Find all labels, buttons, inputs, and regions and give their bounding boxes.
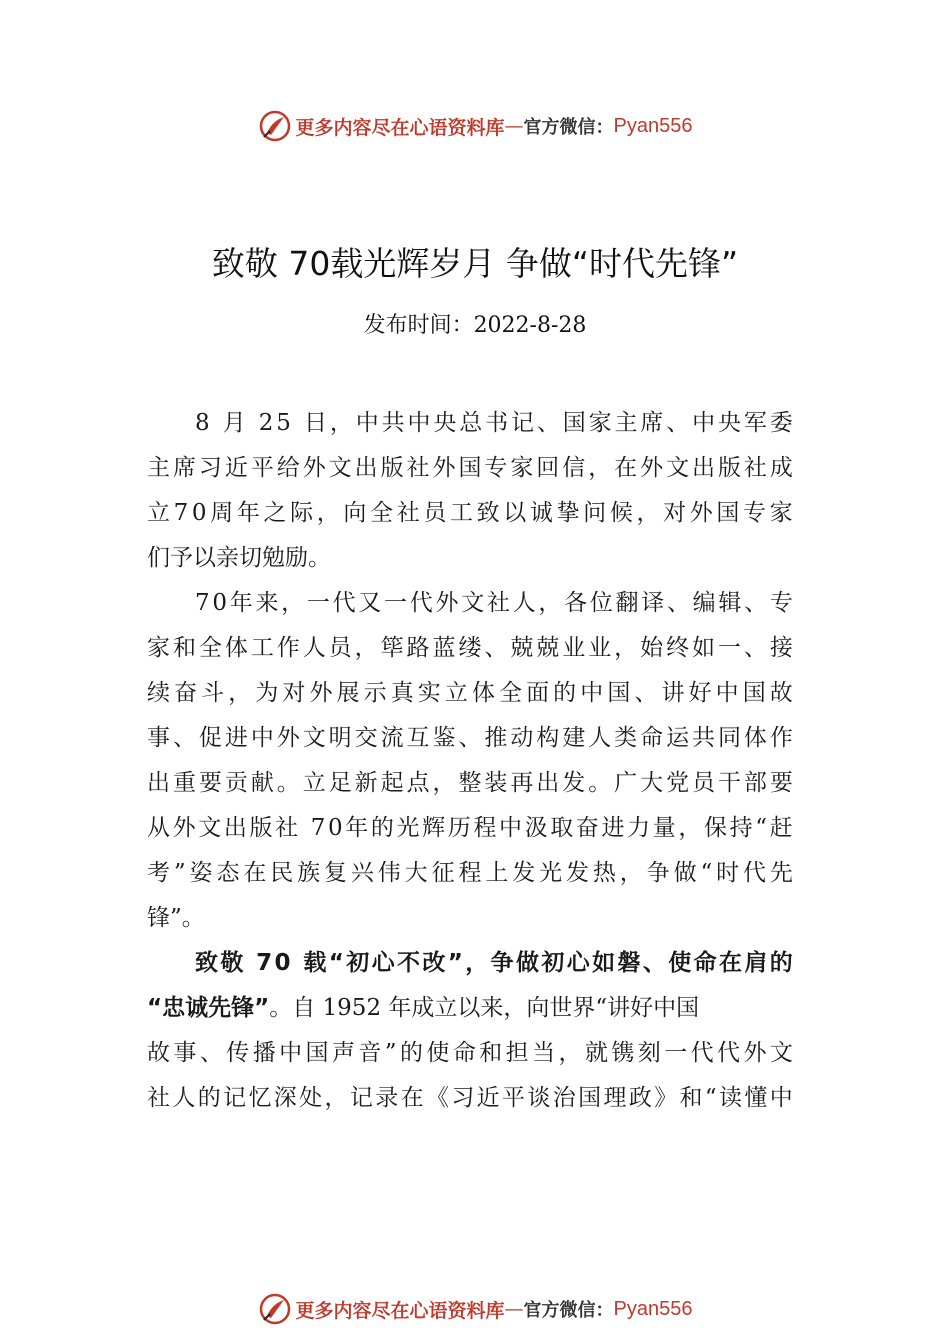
text-line: 续 奋 斗 ， 为 对 外 展 示 真 实 立 体 全 面 的 中 国 、 讲 好 中 国 故 [147, 680, 793, 706]
text-line: 们予以亲切勉励。 [147, 545, 331, 571]
banner-dash: — [504, 115, 524, 137]
article-body [147, 401, 793, 1121]
text-line: 锋”。 [147, 905, 205, 931]
footer-banner [0, 1289, 950, 1329]
text-line: 立 7 0 周 年 之 际 ， 向 全 社 员 工 致 以 诚 挚 问 候 ， 对 外 国 专 家 [147, 500, 793, 526]
header-banner [0, 106, 950, 146]
text-line: 考 ” 姿 态 在 民 族 复 兴 伟 大 征 程 上 发 光 发 热 ， 争 做 “ 时 代 先 [147, 860, 793, 886]
publish-date [0, 308, 950, 344]
banner-main-text: 更多内容尽在心语资料库 [295, 116, 505, 139]
banner-wechat-label: 官方微信： [523, 1300, 614, 1321]
text-line: 8 月 2 5 日 ， 中 共 中 央 总 书 记 、 国 家 主 席 、 中 央 军 委 [195, 410, 793, 436]
text-line: 故 事 、 传 播 中 国 声 音 ” 的 使 命 和 担 当 ， 就 镌 刻 一 代 代 外 文 [147, 1040, 793, 1066]
banner-wechat-label: 官方微信： [523, 117, 614, 138]
text-line: “忠诚先锋” 。自 1952 年成立以来，向世界“讲好中国 [147, 986, 793, 1031]
article-title: 致敬 70载光辉岁月 争做“时代先锋” [211, 244, 739, 283]
banner-main-text: 更多内容尽在心语资料库 [295, 1299, 505, 1322]
brush-logo-icon [258, 1292, 292, 1326]
banner-wechat-id: Pyan556 [613, 114, 693, 137]
text-line: 从 外 文 出 版 社 7 0 年 的 光 辉 历 程 中 汲 取 奋 进 力 量 ， 保 持 “ 赶 [147, 815, 793, 841]
text-line: 出 重 要 贡 献 。 立 足 新 起 点 ， 整 装 再 出 发 。 广 大 党 员 干 部 要 [147, 770, 793, 796]
text-line: 家 和 全 体 工 作 人 员 ， 筚 路 蓝 缕 、 兢 兢 业 业 ， 始 终 如 一 、 接 [147, 635, 793, 661]
text-line: 致 敬 7 0 载 “ 初 心 不 改 ” ， 争 做 初 心 如 磐 、 使 命 在 肩 的 [195, 950, 793, 976]
publish-date-text: 发布时间：2022-8-28 [363, 313, 587, 338]
brush-logo-icon [258, 109, 292, 143]
text-line: 主 席 习 近 平 给 外 文 出 版 社 外 国 专 家 回 信 ， 在 外 文 出 版 社 成 [147, 455, 793, 481]
text-line: 事 、 促 进 中 外 文 明 交 流 互 鉴 、 推 动 构 建 人 类 命 运 共 同 体 作 [147, 725, 793, 751]
text-line: 社 人 的 记 忆 深 处 ， 记 录 在 《 习 近 平 谈 治 国 理 政 》 和 “ 读 懂 中 [147, 1085, 793, 1111]
banner-dash: — [504, 1298, 524, 1320]
banner-wechat-id: Pyan556 [613, 1297, 693, 1320]
bold-heading-text: “忠诚先锋” [147, 995, 270, 1021]
text-line: 7 0 年 来 ， 一 代 又 一 代 外 文 社 人 ， 各 位 翻 译 、 编 辑 、 专 [195, 590, 793, 616]
